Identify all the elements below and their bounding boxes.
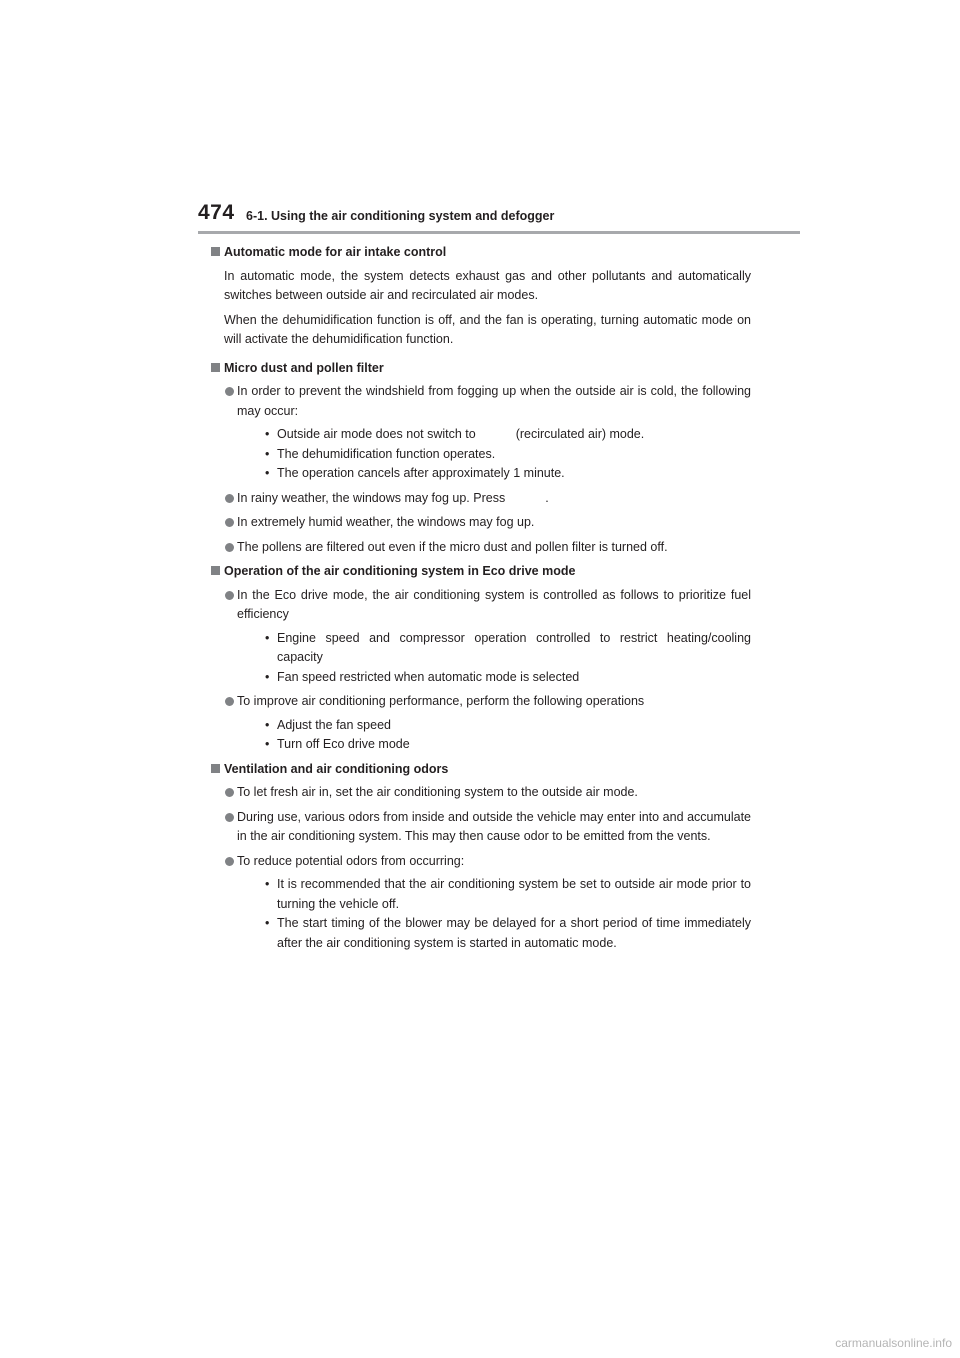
sub-text: Adjust the fan speed [277,717,391,732]
section-heading [211,760,751,780]
bullet-item [211,382,751,484]
bullet-text: To improve air conditioning performance, perform the following operations [237,694,645,708]
circle-bullet-icon [225,857,234,866]
bullet-text: In rainy weather, the windows may fog up. Press [237,490,506,505]
circle-bullet-icon [225,543,234,552]
section-heading [211,562,751,582]
sub-item: • The operation cancels after approximately 1 minute. [265,466,565,480]
section-heading [211,243,751,263]
sub-item: • The start timing of the blower may be delayed for a short period of time immediately after the air conditioning system is started in automatic mode. [265,916,751,950]
circle-bullet-icon [225,697,234,706]
circle-bullet-icon [225,387,234,396]
sub-text: The start timing of the blower may be delayed for a short period of time immediately after the air conditioning system is started in automatic mode. [277,916,751,950]
bullet-text: The pollens are filtered out even if the micro dust and pollen filter is turned off. [237,539,668,554]
bullet-item [211,489,751,509]
bullet-item [211,692,751,755]
sub-list [237,716,751,755]
page-number: 474 [198,201,235,224]
sub-item: • Turn off Eco drive mode [265,737,410,751]
bullet-text: During use, various odors from inside and outside the vehicle may enter into and accumulate in the air conditioning system. This may then cause odor to be emitted from the vents. [237,809,751,843]
circle-bullet-icon [225,788,234,797]
circle-bullet-icon [225,813,234,822]
paragraph: In automatic mode, the system detects exhaust gas and other pollutants and automatically switches between outside air and recirculated air modes. [224,268,751,302]
sub-text: Outside air mode does not switch to [277,427,476,441]
bullet-text: In order to prevent the windshield from fogging up when the outside air is cold, the following may occur: [237,384,751,418]
watermark: carmanualsonline.info [835,1336,952,1350]
square-bullet-icon [211,363,220,372]
section-micro-dust-filter [211,359,751,558]
square-bullet-icon [211,247,220,256]
heading-text: Ventilation and air conditioning odors [224,761,449,776]
section-eco-drive-mode [211,562,751,755]
sub-text: The operation cancels after approximately 1 minute. [277,466,565,480]
sub-text: Fan speed restricted when automatic mode is selected [277,669,580,684]
bullet-text: In extremely humid weather, the windows may fog up. [237,515,535,529]
square-bullet-icon [211,566,220,575]
sub-list [237,425,751,484]
page-content [211,243,751,958]
bullet-item [211,783,751,803]
sub-item: • Engine speed and compressor operation controlled to restrict heating/cooling capacity [265,630,751,664]
circle-bullet-icon [225,494,234,503]
bullet-item [211,538,751,558]
sub-item: • The dehumidification function operates. [265,446,496,461]
sub-item: • Outside air mode does not switch to (recirculated air) mode. [265,427,645,441]
section-heading [211,359,751,379]
bullet-item [211,586,751,688]
square-bullet-icon [211,764,220,773]
sub-item: • Fan speed restricted when automatic mode is selected [265,669,580,684]
sub-item: • Adjust the fan speed [265,717,391,732]
circle-bullet-icon [225,518,234,527]
bullet-item [211,852,751,954]
chapter-title: 6-1. Using the air conditioning system and defogger [246,209,555,223]
section-ventilation-odors [211,760,751,954]
paragraph: When the dehumidification function is off, and the fan is operating, turning automatic mode on will activate the dehumidification function. [224,312,751,346]
sub-text: Turn off Eco drive mode [277,737,410,751]
bullet-text: . [545,490,549,505]
bullet-text: To let fresh air in, set the air conditioning system to the outside air mode. [237,785,638,799]
page-header [198,201,800,234]
bullet-item [211,808,751,847]
sub-item: • It is recommended that the air conditioning system be set to outside air mode prior to turning the vehicle off. [265,877,751,911]
sub-text: It is recommended that the air conditioning system be set to outside air mode prior to turning the vehicle off. [277,877,751,911]
heading-text: Operation of the air conditioning system in Eco drive mode [224,564,576,578]
sub-text: The dehumidification function operates. [277,446,496,461]
section-automatic-mode [211,243,751,350]
sub-list [237,629,751,688]
heading-text: Micro dust and pollen filter [224,360,384,375]
heading-text: Automatic mode for air intake control [224,245,447,259]
sub-list [237,875,751,953]
circle-bullet-icon [225,591,234,600]
sub-text: Engine speed and compressor operation controlled to restrict heating/cooling capacity [277,630,751,664]
bullet-item [211,513,751,533]
bullet-text: In the Eco drive mode, the air conditioning system is controlled as follows to prioritize fuel efficiency [237,587,751,621]
sub-text: (recirculated air) mode. [515,427,645,441]
bullet-text: To reduce potential odors from occurring: [237,853,465,868]
